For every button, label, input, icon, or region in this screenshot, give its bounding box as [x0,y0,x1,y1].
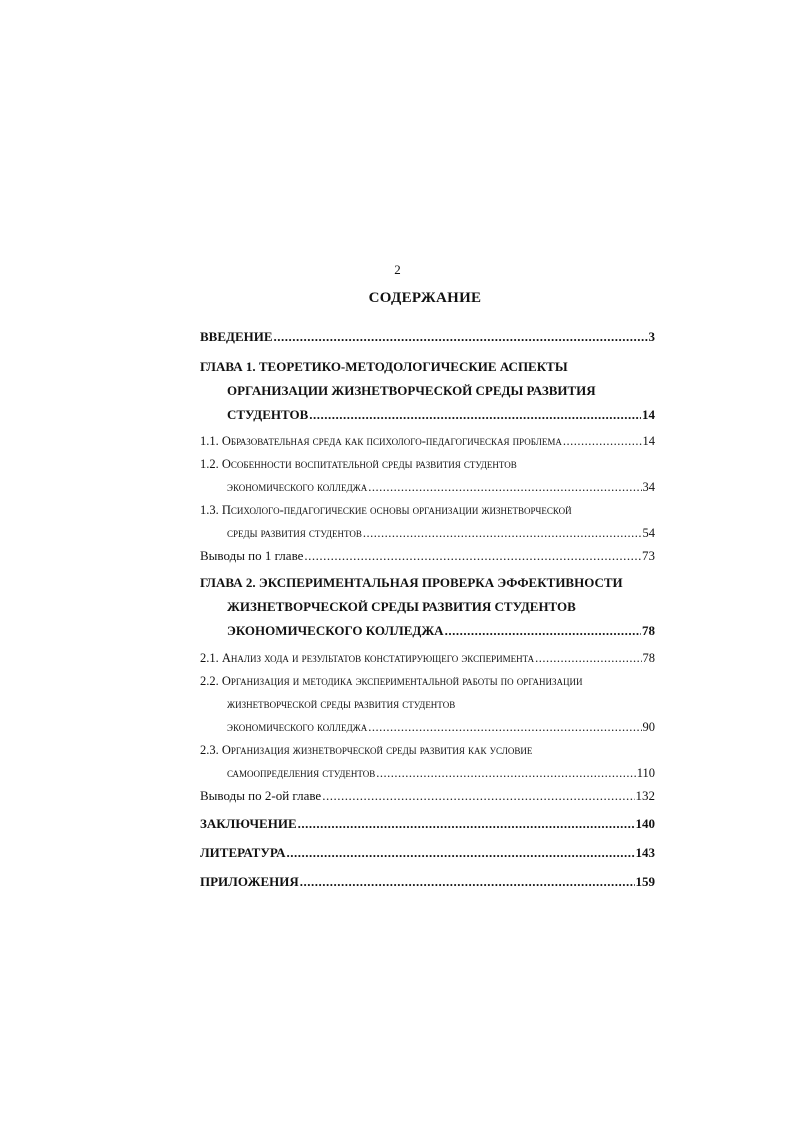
dot-leader [322,788,634,804]
toc-entry-label: 1.1. Образовательная среда как психолого-педагогическая проблема [200,434,562,448]
toc-entry-label: Выводы по 2-ой главе [200,788,322,803]
toc-entry-label: ЭКОНОМИЧЕСКОГО КОЛЛЕДЖА [227,623,444,638]
toc-page-number: 3 [648,329,655,344]
dot-leader [563,433,642,449]
toc-entry-2-3-line1: 2.3. Организация жизнетворческой среды развития как условие [200,743,533,757]
dot-leader [274,329,648,345]
toc-title: СОДЕРЖАНИЕ [368,290,482,306]
toc-entry-conclusion [200,816,655,832]
toc-entry-label: ЗАКЛЮЧЕНИЕ [200,816,297,831]
toc-page-number: 54 [642,526,655,540]
toc-entry-chapter-2 [227,623,655,639]
toc-entry-2-3 [227,765,655,781]
toc-entry-2-1 [200,650,655,666]
toc-entry-label: ВВЕДЕНИЕ [200,329,273,344]
toc-entry-literature [200,845,655,861]
toc-page-number: 14 [642,434,655,448]
dot-leader [300,874,635,890]
toc-page-number: 14 [642,407,655,422]
dot-leader [368,719,641,735]
toc-entry-2-2-line1: 2.2. Организация и методика экспериментальной работы по организации [200,674,583,688]
toc-entry-label: среды развития студентов [227,526,362,540]
dot-leader [376,765,635,781]
toc-entry-label: экономического колледжа [227,480,368,494]
toc-entry-conclusions-1 [200,548,655,564]
toc-entry-label: ПРИЛОЖЕНИЯ [200,874,299,889]
dot-leader [363,525,642,541]
toc-page-number: 34 [642,480,655,494]
toc-chapter-2-line1: ГЛАВА 2. ЭКСПЕРИМЕНТАЛЬНАЯ ПРОВЕРКА ЭФФЕКТИВНОСТИ [200,575,623,590]
toc-entry-intro [200,329,655,345]
toc-page-number: 78 [642,651,655,665]
toc-entry-appendices [200,874,655,890]
toc-entry-1-2-line1: 1.2. Особенности воспитательной среды развития студентов [200,457,517,471]
toc-entry-1-3 [227,525,655,541]
dot-leader [298,816,635,832]
toc-page-number: 78 [642,623,655,638]
toc-page-number: 159 [635,874,655,889]
dot-leader [287,845,635,861]
toc-entry-1-2 [227,479,655,495]
toc-entry-label: 2.1. Анализ хода и результатов констатирующего эксперимента [200,651,535,665]
toc-chapter-1-line2: ОРГАНИЗАЦИИ ЖИЗНЕТВОРЧЕСКОЙ СРЕДЫ РАЗВИТИЯ [227,383,596,398]
dot-leader [368,479,641,495]
toc-entry-conclusions-2 [200,788,655,804]
toc-entry-1-1 [200,433,655,449]
toc-entry-chapter-1 [227,407,655,423]
toc-chapter-1-line1: ГЛАВА 1. ТЕОРЕТИКО-МЕТОДОЛОГИЧЕСКИЕ АСПЕКТЫ [200,359,568,374]
toc-page-number: 143 [635,845,655,860]
toc-entry-1-3-line1: 1.3. Психолого-педагогические основы организации жизнетворческой [200,503,572,517]
toc-page-number: 132 [635,788,655,803]
dot-leader [445,623,641,639]
toc-page-number: 140 [635,816,655,831]
toc-entry-label: экономического колледжа [227,720,368,734]
toc-entry-label: самоопределения студентов [227,766,376,780]
toc-entry-2-2 [227,719,655,735]
page-number: 2 [394,262,401,277]
dot-leader [535,650,641,666]
toc-page-number: 73 [642,548,655,563]
dot-leader [304,548,641,564]
toc-entry-label: СТУДЕНТОВ [227,407,309,422]
toc-chapter-2-line2: ЖИЗНЕТВОРЧЕСКОЙ СРЕДЫ РАЗВИТИЯ СТУДЕНТОВ [227,599,576,614]
toc-page-number: 110 [636,766,655,780]
toc-entry-label: Выводы по 1 главе [200,548,304,563]
dot-leader [309,407,641,423]
toc-entry-label: ЛИТЕРАТУРА [200,845,286,860]
toc-page-number: 90 [642,720,655,734]
toc-entry-2-2-line2: жизнетворческой среды развития студентов [227,697,456,711]
